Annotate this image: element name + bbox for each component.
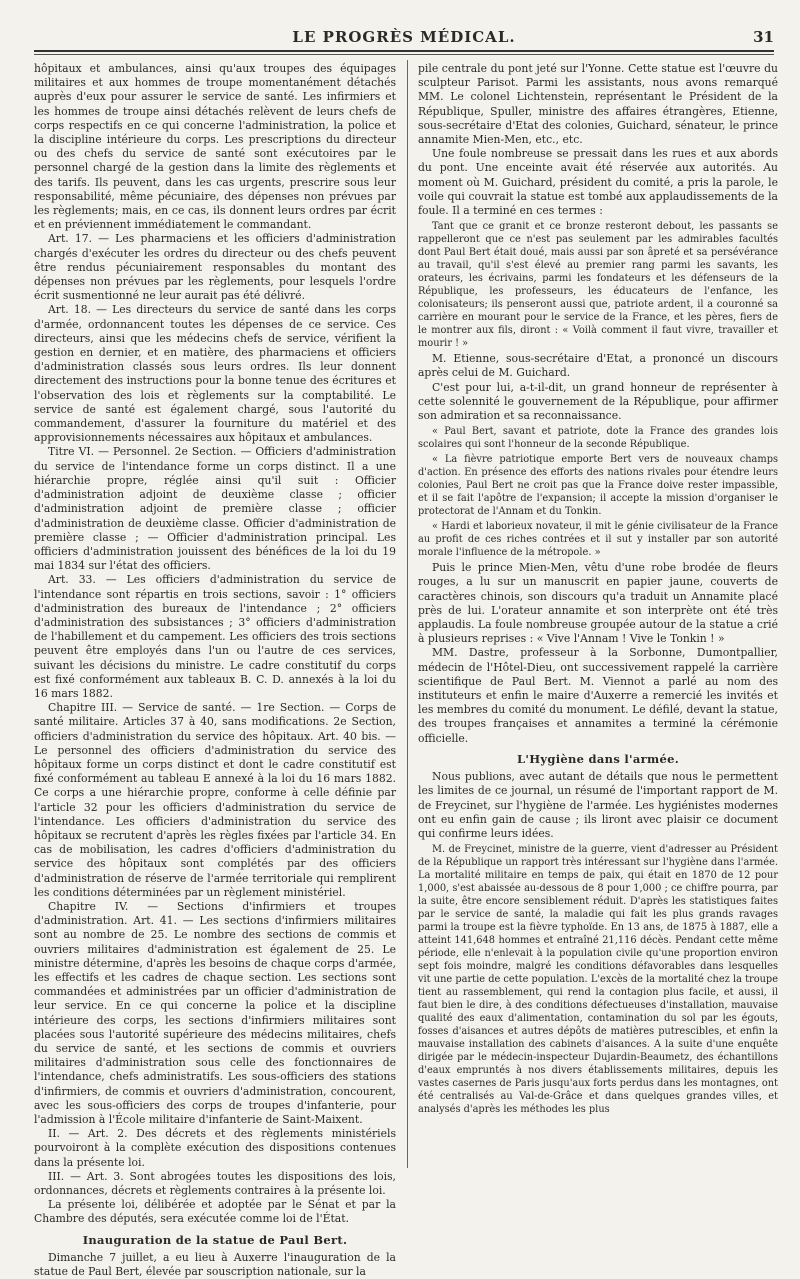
paragraph: Art. 18. — Les directeurs du service de santé dans les corps d'armée, ordonnancent toutes les dépenses de ce service. Ces directeurs, ainsi que les médecins chefs de service, vérifient la gestion en dernier, et en matière, des pharmaciens et officiers d'administration classés sous leurs ordres. Ils leur donnent directement des instructions pour la bonne tenue des écritures et l'observation des lois et règlements sur la comptabilité. Le service de santé est également chargé, sous l'autorité du commandement, d'assurer la fourniture du matériel et des approvisionnements nécessaires aux hôpitaux et ambulances. [34, 303, 396, 445]
paragraph: MM. Dastre, professeur à la Sorbonne, Dumontpallier, médecin de l'Hôtel-Dieu, ont successivement rappelé la carrière scientifique de Paul Bert. M. Viennot a parlé au nom des instituteurs et enfin le maire d'Auxerre a remercié les invités et les membres du comité du monument. Le défilé, devant la statue, des troupes françaises et annamites a terminé la cérémonie officielle. [418, 646, 778, 745]
journal-title: LE PROGRÈS MÉDICAL. [292, 28, 516, 46]
quote-paragraph: Tant que ce granit et ce bronze resteront debout, les passants se rappelleront que ce n'est pas seulement par les admirables facultés dont Paul Bert était doué, mais aussi par son âpreté et sa persévérance au travail, qu'il s'est élevé au premier rang parmi les savants, les orateurs, les écrivains, parmi les fondateurs et les défenseurs de la République, les professeurs, les éducateurs de l'enfance, les colonisateurs; ils penseront aussi que, patriote ardent, il a couronné sa carrière en mourant pour le service de la France, et les pères, fiers de le montrer aux fils, diront : « Voilà comment il faut vivre, travailler et mourir ! » [418, 221, 778, 350]
paragraph: Titre VI. — Personnel. 2e Section. — Officiers d'administration du service de l'intendance forme un corps distinct. Il a une hiérarchie propre, réglée ainsi qu'il suit : Officier d'administration adjoint de deuxième classe ; officier d'administration adjoint de première classe ; officier d'administration de deuxième classe. Officier d'administration de première classe ; — Officier d'administration principal. Les officiers d'administration jouissent des bénéfices de la loi du 19 mai 1834 sur l'état des officiers. [34, 445, 396, 573]
quote-paragraph: « La fièvre patriotique emporte Bert vers de nouveaux champs d'action. En présence des efforts des nations rivales pour étendre leurs colonies, Paul Bert ne croit pas que la France doive rester impassible, et il se fait l'apôtre de l'expansion; il accepte la mission d'organiser le protectorat de l'Annam et du Tonkin. [418, 454, 778, 518]
paragraph: C'est pour lui, a-t-il-dit, un grand honneur de représenter à cette solennité le gouvernement de la République, pour affirmer son admiration et sa reconnaissance. [418, 380, 778, 423]
paragraph: Puis le prince Mien-Men, vêtu d'une robe brodée de fleurs rouges, a lu sur un manuscrit en papier jaune, couverts de caractères chinois, son discours qu'a traduit un Annamite placé près de lui. L'orateur annamite et son interprète ont été très applaudis. La foule nombreuse groupée autour de la statue a crié à plusieurs reprises : « Vive l'Annam ! Vive le Tonkin ! » [418, 561, 778, 646]
section-heading: Inauguration de la statue de Paul Bert. [82, 1232, 348, 1247]
column-divider [407, 60, 408, 1168]
left-column [34, 62, 396, 1279]
page-header [34, 26, 774, 48]
page-number: 31 [753, 28, 774, 46]
quote-paragraph: « Hardi et laborieux novateur, il mit le génie civilisateur de la France au profit de ces riches contrées et il sut y installer par son autorité morale l'influence de la métropole. » [418, 521, 778, 559]
paragraph: Dimanche 7 juillet, a eu lieu à Auxerre l'inauguration de la statue de Paul Bert, élevée par souscription nationale, sur la [34, 1250, 396, 1279]
header-rule-thin [34, 54, 774, 55]
quote-paragraph: M. de Freycinet, ministre de la guerre, vient d'adresser au Président de la République un rapport très intéressant sur l'hygiène dans l'armée. La mortalité militaire en temps de paix, qui était en 1870 de 12 pour 1,000, s'est abaissée au-dessous de 8 pour 1,000 ; ce chiffre pourra, par la suite, être encore sensiblement réduit. D'après les statistiques faites par le service de santé, la maladie qui fait les plus grands ravages parmi la troupe est la fièvre typhoïde. En 13 ans, de 1875 à 1887, elle a atteint 141,648 hommes et entraîné 21,116 décès. Pendant cette même période, elle n'enlevait à la population civile qu'une proportion environ sept fois moindre, malgré les conditions défavorables dans lesquelles vit une partie de cette population. L'excès de la mortalité chez la troupe tient au rassemblement, qui rend la contagion plus facile, et aussi, il faut bien le dire, à des conditions défectueuses d'installation, mauvaise qualité des eaux d'alimentation, contamination du sol par les égouts, fosses d'aisances et autres dépôts de matières putrescibles, et enfin la mauvaise installation des cabinets d'aisances. A la suite d'une enquête dirigée par le médecin-inspecteur Dujardin-Beaumetz, des échantillons d'eaux empruntés à nos divers établissements militaires, depuis les vastes casernes de Paris jusqu'aux forts perdus dans les montagnes, ont été centralisés au Val-de-Grâce et dans quelques grandes villes, et analysés d'après les méthodes les plus [418, 844, 778, 1116]
section-heading: L'Hygiène dans l'armée. [517, 751, 679, 766]
paragraph: Art. 17. — Les pharmaciens et les officiers d'administration chargés d'exécuter les ordres du directeur ou des chefs peuvent être rendus pécuniairement responsables du montant des dépenses non prévues par les règlements, pour lesquels l'ordre écrit susmentionné ne leur aurait pas été délivré. [34, 232, 396, 303]
paragraph: M. Etienne, sous-secrétaire d'Etat, a prononcé un discours après celui de M. Guichard. [418, 352, 778, 380]
paragraph: hôpitaux et ambulances, ainsi qu'aux troupes des équipages militaires et aux hommes de troupe momentanément détachés auprès d'eux pour assurer le service de santé. Les infirmiers et les hommes de troupe ainsi détachés relèvent de leurs chefs de corps respectifs en ce qui concerne l'administration, la police et la discipline intérieure du corps. Les prescriptions du directeur ou des chefs du service de santé sont exécutoires par le personnel chargé de la gestion dans la limite des règlements et des tarifs. Ils peuvent, dans les cas urgents, prescrire sous leur responsabilité, même pécuniaire, des dépenses non prévues par les règlements; mais, en ce cas, ils donnent leurs ordres par écrit et en préviennent immédiatement le commandant. [34, 62, 396, 232]
paragraph: II. — Art. 2. Des décrets et des règlements ministériels pourvoiront à la complète exécution des dispositions contenues dans la présente loi. [34, 1127, 396, 1169]
paragraph: Chapitre IV. — Sections d'infirmiers et troupes d'administration. Art. 41. — Les sections d'infirmiers militaires sont au nombre de 25. Le nombre des sections de commis et ouvriers militaires d'administration est également de 25. Le ministre détermine, d'après les besoins de chaque corps d'armée, les effectifs et les cadres de chaque section. Les sections sont commandées et administrées par un officier d'administration de leur service. En ce qui concerne la police et la discipline intérieure des corps, les sections d'infirmiers militaires sont placées sous l'autorité supérieure des médecins militaires, chefs du service de santé, et les sections de commis et ouvriers militaires d'administration sous celle des fonctionnaires de l'intendance, chefs administratifs. Les sous-officiers des stations d'infirmiers, de commis et ouvriers d'administration, concourent, avec les sous-officiers des corps de troupes d'infanterie, pour l'admission à l'École militaire d'infanterie de Saint-Maixent. [34, 899, 396, 1127]
paragraph: La présente loi, délibérée et adoptée par le Sénat et par la Chambre des députés, sera exécutée comme loi de l'État. [34, 1198, 396, 1226]
quote-paragraph: « Paul Bert, savant et patriote, dote la France des grandes lois scolaires qui sont l'honneur de la seconde République. [418, 426, 778, 451]
paragraph: Nous publions, avec autant de détails que nous le permettent les limites de ce journal, un résumé de l'important rapport de M. de Freycinet, sur l'hygiène de l'armée. Les hygiénistes modernes ont eu enfin gain de cause ; ils liront avec plaisir ce document qui confirme leurs idées. [418, 770, 778, 840]
header-rule [34, 50, 774, 52]
paragraph: Art. 33. — Les officiers d'administration du service de l'intendance sont répartis en trois sections, savoir : 1° officiers d'administration des bureaux de l'intendance ; 2° officiers d'administration des subsistances ; 3° officiers d'administration de l'habillement et du campement. Les officiers des trois sections peuvent être employés dans l'un ou l'autre de ces services, suivant les décisions du ministre. Le cadre constitutif du corps est fixé conformément aux tableaux B. C. D. annexés à la loi du 16 mars 1882. [34, 573, 396, 700]
paragraph: III. — Art. 3. Sont abrogées toutes les dispositions des lois, ordonnances, décrets et règlements contraires à la présente loi. [34, 1169, 396, 1198]
paragraph: pile centrale du pont jeté sur l'Yonne. Cette statue est l'œuvre du sculpteur Parisot. Parmi les assistants, nous avons remarqué MM. Le colonel Lichtenstein, représentant le Président de la République, Spuller, ministre des affaires étrangères, Etienne, sous-secrétaire d'Etat des colonies, Guichard, sénateur, le prince annamite Mien-Men, etc., etc. [418, 62, 778, 147]
paragraph: Une foule nombreuse se pressait dans les rues et aux abords du pont. Une enceinte avait été réservée aux autorités. Au moment où M. Guichard, président du comité, a pris la parole, le voile qui couvrait la statue est tombé aux applaudissements de la foule. Il a terminé en ces termes : [418, 147, 778, 218]
right-column [418, 62, 778, 1170]
paragraph: Chapitre III. — Service de santé. — 1re Section. — Corps de santé militaire. Articles 37 à 40, sans modifications. 2e Section, officiers d'administration du service des hôpitaux. Art. 40 bis. — Le personnel des officiers d'administration du service des hôpitaux forme un corps distinct et dont le cadre constitutif est fixé conformément au tableau E annexé à la loi du 16 mars 1882. Ce corps a une hiérarchie propre, conforme à celle définie par l'article 32 pour les officiers d'administration du service de l'intendance. Les officiers d'administration du service des hôpitaux se recrutent d'après les règles fixées par l'article 34. En cas de mobilisation, les cadres d'officiers d'administration du service des hôpitaux sont complétés par des officiers d'administration de réserve de l'armée territoriale qui remplirent les conditions déterminées par un règlement ministériel. [34, 701, 396, 899]
